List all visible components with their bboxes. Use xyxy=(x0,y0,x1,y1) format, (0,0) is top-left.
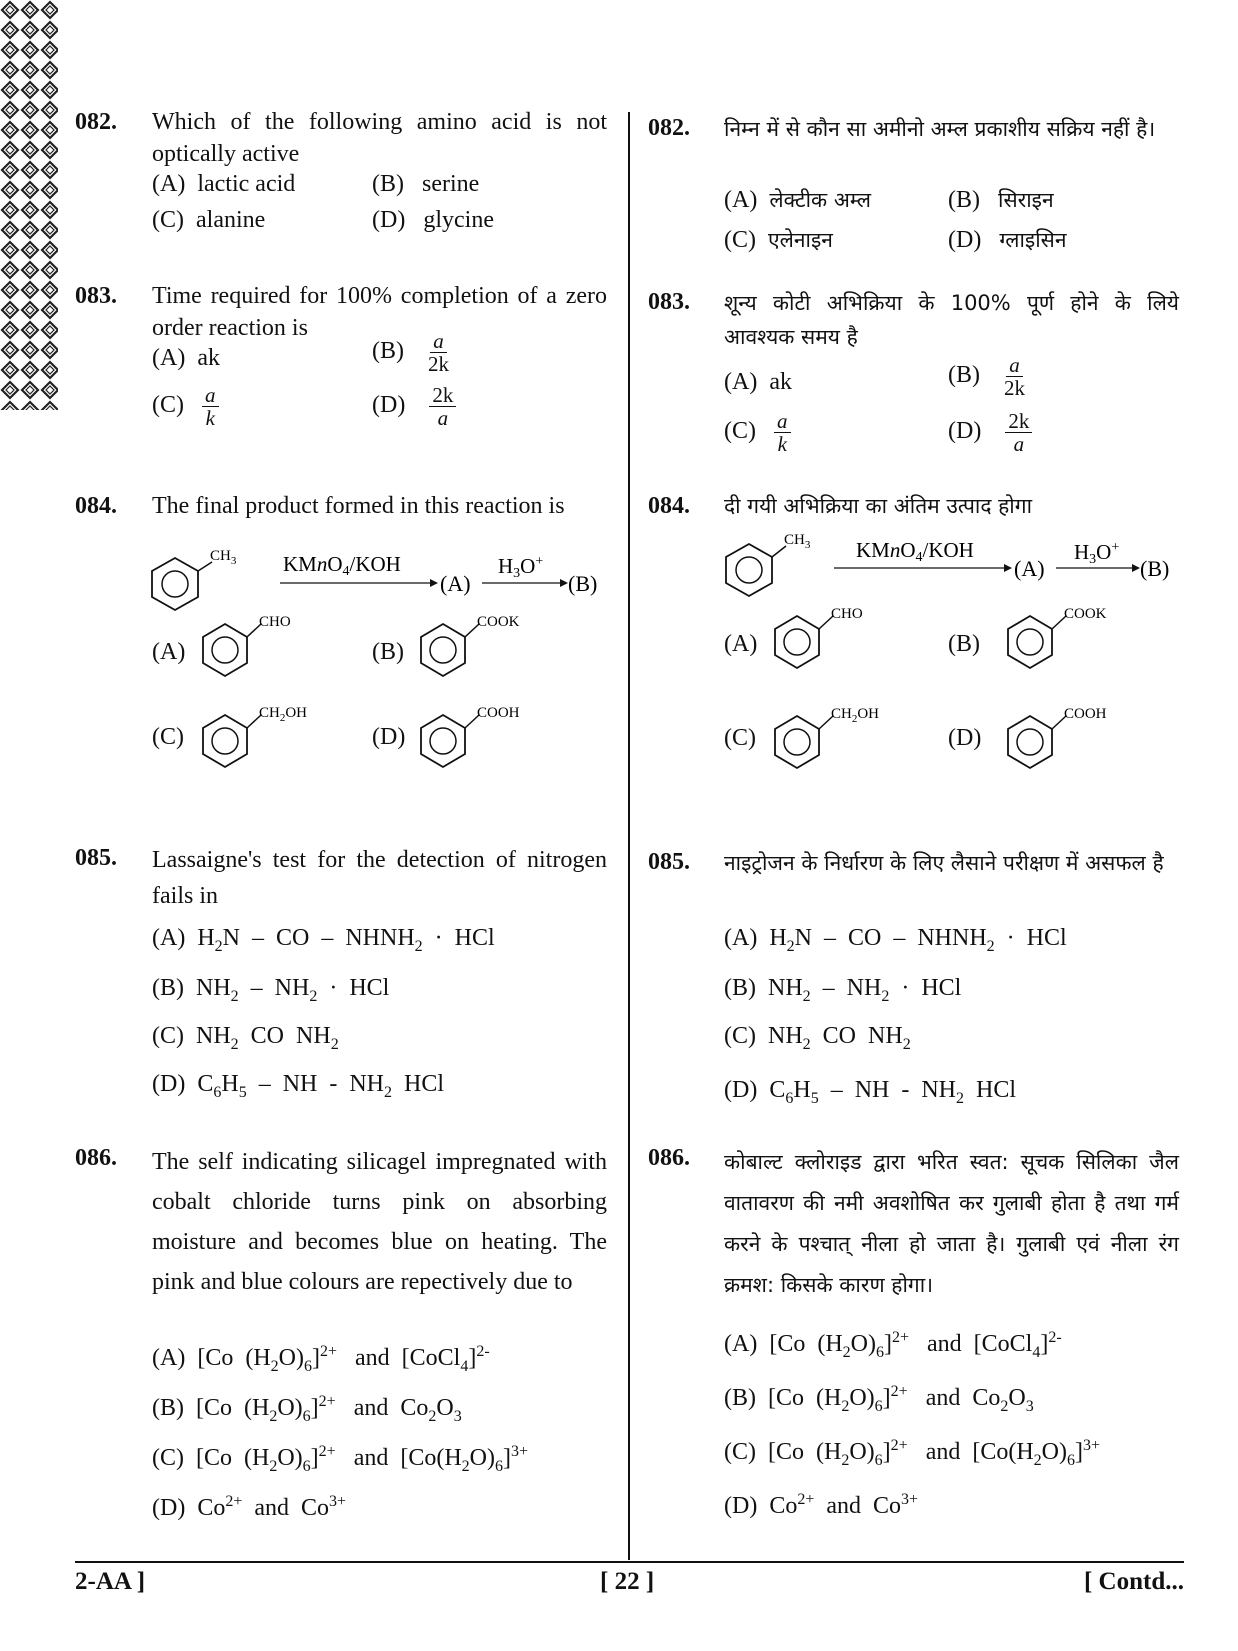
question-text: Lassaigne's test for the detection of nitrogen fails in xyxy=(152,847,607,909)
option-c: (C) $NH_2$ CO $NH_2$ xyxy=(152,1023,339,1053)
question-number: 085. xyxy=(75,845,117,871)
question-text: शून्य कोटी अभिक्रिया के 100% पूर्ण होने के लिये आवश्यक समय है xyxy=(724,291,1179,349)
question-number: 082. xyxy=(75,109,117,135)
option-c: (C) xyxy=(724,725,756,751)
product-b: (B) xyxy=(568,571,598,596)
question-text: दी गयी अभिक्रिया का अंतिम उत्पाद होगा xyxy=(724,494,1033,518)
option-c: (C) [Co $(H_2O)_6]^{2+}$ and $[Co(H_2O)_6]^{3+}$ xyxy=(724,1437,1101,1469)
option-a: (A) लेक्टीक अम्ल xyxy=(724,187,872,213)
benzoic-acid-structure-hi xyxy=(1000,704,1140,784)
svg-text:CHO: CHO xyxy=(831,606,863,622)
option-d: (D) $Co^{2+}$ and $Co^{3+}$ xyxy=(152,1493,347,1521)
option-b: (B) $NH_2 - NH_2$ · HCl xyxy=(724,975,962,1005)
benzoic-acid-structure xyxy=(413,703,553,783)
option-d: (D) xyxy=(372,724,406,750)
option-a: (A) ak xyxy=(724,369,792,395)
option-b: (B) [Co $(H_2O)_6]^{2+}$ and $Co_2O_3$ xyxy=(724,1383,1034,1415)
svg-text:CH2OH: $CH_2OH$ xyxy=(831,706,880,725)
question-text: नाइट्रोजन के निर्धारण के लिए लैसाने परीक्षण में असफल है xyxy=(724,851,1164,875)
svg-text:H3O+: H3O+ xyxy=(1074,540,1120,567)
question-number: 082. xyxy=(648,115,690,141)
question-number: 083. xyxy=(75,283,117,309)
option-a: (A) $H_2N$ – CO – $NHNH_2$ · HCl xyxy=(724,925,1067,955)
column-divider xyxy=(628,112,630,1560)
question-number: 083. xyxy=(648,289,690,315)
question-number: 086. xyxy=(648,1145,690,1171)
svg-text:CH2OH: $CH_2OH$ xyxy=(259,705,308,724)
option-d: (D) glycine xyxy=(372,207,494,233)
option-b: (B) serine xyxy=(372,171,480,197)
fraction: $\frac{a}{2k}$ xyxy=(428,329,449,376)
question-number: 086. xyxy=(75,1145,117,1171)
fraction: $\frac{a}{k}$ xyxy=(202,384,219,429)
option-b: (B) $\frac{a}{2k}$ xyxy=(948,353,1025,400)
reagent-1: KMnO4/KOH xyxy=(283,552,401,579)
question-number: 084. xyxy=(75,493,117,519)
potassium-benzoate-structure xyxy=(413,612,553,692)
option-b: (B) xyxy=(372,639,404,665)
option-b: (B) $\frac{a}{2k}$ xyxy=(372,329,449,376)
svg-text:COOK: COOK xyxy=(1064,606,1107,622)
option-a: (A) [Co $(H_2O)_6]^{2+}$ and [CoCl$_4$]$^{2-}$ xyxy=(152,1343,490,1375)
question-text: निम्न में से कौन सा अमीनो अम्ल प्रकाशीय सक्रिय नहीं है। xyxy=(724,117,1156,141)
question-text: Which of the following amino acid is not optically active xyxy=(152,109,607,167)
svg-text:CH3: $CH_3$ xyxy=(784,532,811,551)
option-c: (C) एलेनाइन xyxy=(724,227,833,253)
option-b: (B) सिराइन xyxy=(948,187,1054,213)
footer-rule xyxy=(75,1561,1184,1563)
fraction: $\frac{2k}{a}$ xyxy=(429,384,456,429)
svg-text:COOH: COOH xyxy=(477,705,520,721)
option-c: (C) $NH_2$ CO $NH_2$ xyxy=(724,1023,911,1053)
option-b: (B) $NH_2 - NH_2$ · HCl xyxy=(152,975,390,1005)
option-a: (A) lactic acid xyxy=(152,171,296,197)
reagent-2: H3O+ xyxy=(498,554,544,581)
option-a: (A) xyxy=(724,631,758,657)
option-a: (A) xyxy=(152,639,186,665)
svg-text:(B): (B) xyxy=(1140,556,1170,581)
option-a: (A) $H_2N$ – CO – $NHNH_2$ · HCl xyxy=(152,925,495,955)
option-d: (D) ग्लाइसिन xyxy=(948,227,1067,253)
option-d: (D) $\frac{2k}{a}$ xyxy=(372,384,456,429)
benzaldehyde-structure-hi xyxy=(767,604,887,684)
fraction: $\frac{a}{k}$ xyxy=(774,410,791,455)
svg-text:KMnO4/KOH: KMnO4/KOH xyxy=(856,538,974,565)
option-b: (B) xyxy=(948,631,980,657)
potassium-benzoate-structure-hi xyxy=(1000,604,1140,684)
option-c: (C) xyxy=(152,724,184,750)
option-b: (B) [Co $(H_2O)_6]^{2+}$ and $Co_2O_3$ xyxy=(152,1393,462,1425)
option-c: (C) $\frac{a}{k}$ xyxy=(724,410,791,455)
option-a: (A) ak xyxy=(152,345,220,371)
option-c: (C) $\frac{a}{k}$ xyxy=(152,384,219,429)
option-d: (D) $\frac{2k}{a}$ xyxy=(948,410,1032,455)
question-text: The self indicating silicagel impregnated with cobalt chloride turns pink on absorbing moisture and becomes blue on heating. The pink and blue colours are repectively due to xyxy=(152,1149,607,1295)
methyl-label: $CH_3$ xyxy=(210,548,237,567)
option-a: (A) [Co $(H_2O)_6]^{2+}$ and [CoCl$_4$]$^{2-}$ xyxy=(724,1329,1062,1361)
option-d: (D) $C_6H_5$ – NH - $NH_2$ HCl xyxy=(152,1071,445,1101)
question-number: 084. xyxy=(648,493,690,519)
option-d: (D) xyxy=(948,725,982,751)
benzyl-alcohol-structure-hi xyxy=(767,704,907,784)
svg-text:COOK: COOK xyxy=(477,614,520,630)
option-d: (D) $Co^{2+}$ and $Co^{3+}$ xyxy=(724,1491,919,1519)
page-number: [ 22 ] xyxy=(600,1568,655,1595)
question-text: The final product formed in this reaction is xyxy=(152,493,565,519)
question-number: 085. xyxy=(648,849,690,875)
option-d: (D) $C_6H_5$ – NH - $NH_2$ HCl xyxy=(724,1077,1017,1107)
svg-text:COOH: COOH xyxy=(1064,706,1107,722)
option-c: (C) alanine xyxy=(152,207,266,233)
question-text: कोबाल्ट क्लोराइड द्वारा भरित स्वत: सूचक सिलिका जैल वातावरण की नमी अवशोषित कर गुलाबी होता है तथा गर्म करने के पश्चात् नीला हो जाता है। गुलाबी एवं नीला रंग क्रमश: किसके कारण होगा। xyxy=(724,1150,1179,1297)
benzyl-alcohol-structure xyxy=(195,703,335,783)
intermediate-a: (A) xyxy=(440,571,471,596)
reaction-scheme-hi xyxy=(722,530,1192,610)
footer-code: 2-AA ] xyxy=(75,1568,146,1595)
continued-label: [ Contd... xyxy=(1083,1568,1184,1595)
question-text: Time required for 100% completion of a zero order reaction is xyxy=(152,283,607,341)
fraction: $\frac{a}{2k}$ xyxy=(1004,353,1025,400)
benzaldehyde-structure xyxy=(195,612,315,692)
option-c: (C) [Co $(H_2O)_6]^{2+}$ and $[Co(H_2O)_6]^{3+}$ xyxy=(152,1443,529,1475)
fraction: $\frac{2k}{a}$ xyxy=(1005,410,1032,455)
decorative-border-pattern xyxy=(0,0,62,410)
svg-text:(A): (A) xyxy=(1014,556,1045,581)
svg-text:CHO: CHO xyxy=(259,614,291,630)
